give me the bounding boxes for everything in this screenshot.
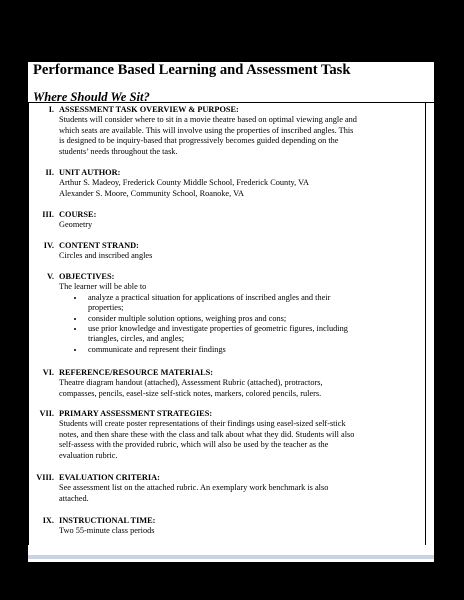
section-heading: INSTRUCTIONAL TIME: [59,516,156,525]
section-number: I. [48,105,54,114]
list-item: • analyze a practical situation for applications of inscribed angles and their properties; [85,293,415,314]
section-line: compasses, pencils, easel-size self-stick notes, markers, colored pencils, rulers. [59,388,322,398]
list-item: • consider multiple solution options, weighing pros and cons; [85,314,415,324]
section-heading: REFERENCE/RESOURCE MATERIALS: [59,368,214,377]
section-number: II. [45,168,54,177]
section-number: V. [47,272,54,281]
section-number: VI. [42,368,54,377]
section-heading: UNIT AUTHOR: [59,168,121,177]
list-item: • use prior knowledge and investigate properties of geometric figures, including triangles, circles, and angles; [85,324,415,345]
objectives-list [59,293,415,355]
section-line: Geometry [59,220,93,230]
document-subtitle: Where Should We Sit? [33,90,150,104]
section-line: See assessment list on the attached rubric. An exemplary work benchmark is also [59,483,329,493]
section-line: The learner will be able to [59,282,147,292]
section-number: IV. [43,241,54,250]
section-line: Arthur S. Madeoy, Frederick County Middle School, Frederick County, VA [59,178,310,188]
section-line: self-assess with the provided rubric, which will also be used by the teacher as the [59,440,329,450]
section-line: notes, and then share these with the class and talk about what they did. Students will also [59,429,355,439]
section-number: IX. [42,516,54,525]
task-outline-table [28,102,434,545]
document-title: Performance Based Learning and Assessment Task [33,62,351,78]
section-number: III. [42,210,54,219]
document-page [28,62,434,562]
section-heading: COURSE: [59,210,97,219]
section-line: which seats are available. This will involve using the properties of inscribed angles. This [59,125,354,135]
section-line: Two 55-minute class periods [59,526,155,536]
section-line: Circles and inscribed angles [59,251,153,261]
section-line: evaluation rubric. [59,450,118,460]
section-line: students’ needs throughout the task. [59,146,178,156]
table-right-border [425,103,426,545]
page-bottom-rule [28,555,434,559]
section-heading: ASSESSMENT TASK OVERVIEW & PURPOSE: [59,105,239,114]
list-item: • communicate and represent their findings [85,345,415,355]
section-line: Students will consider where to sit in a movie theatre based on optimal viewing angle and [59,115,357,125]
section-line: Alexander S. Moore, Community School, Roanoke, VA [59,188,244,198]
section-heading: EVALUATION CRITERIA: [59,473,160,482]
section-line: attached. [59,493,89,503]
section-heading: OBJECTIVES: [59,272,115,281]
section-line: Students will create poster representations of their findings using easel-sized self-stick [59,419,346,429]
section-heading: CONTENT STRAND: [59,241,139,250]
section-line: Theatre diagram handout (attached), Assessment Rubric (attached), protractors, [59,378,323,388]
section-number: VIII. [36,473,54,482]
section-line: is designed to be inquiry-based that progressively becomes guided depending on the [59,136,339,146]
section-heading: PRIMARY ASSESSMENT STRATEGIES: [59,409,213,418]
section-number: VII. [39,409,54,418]
